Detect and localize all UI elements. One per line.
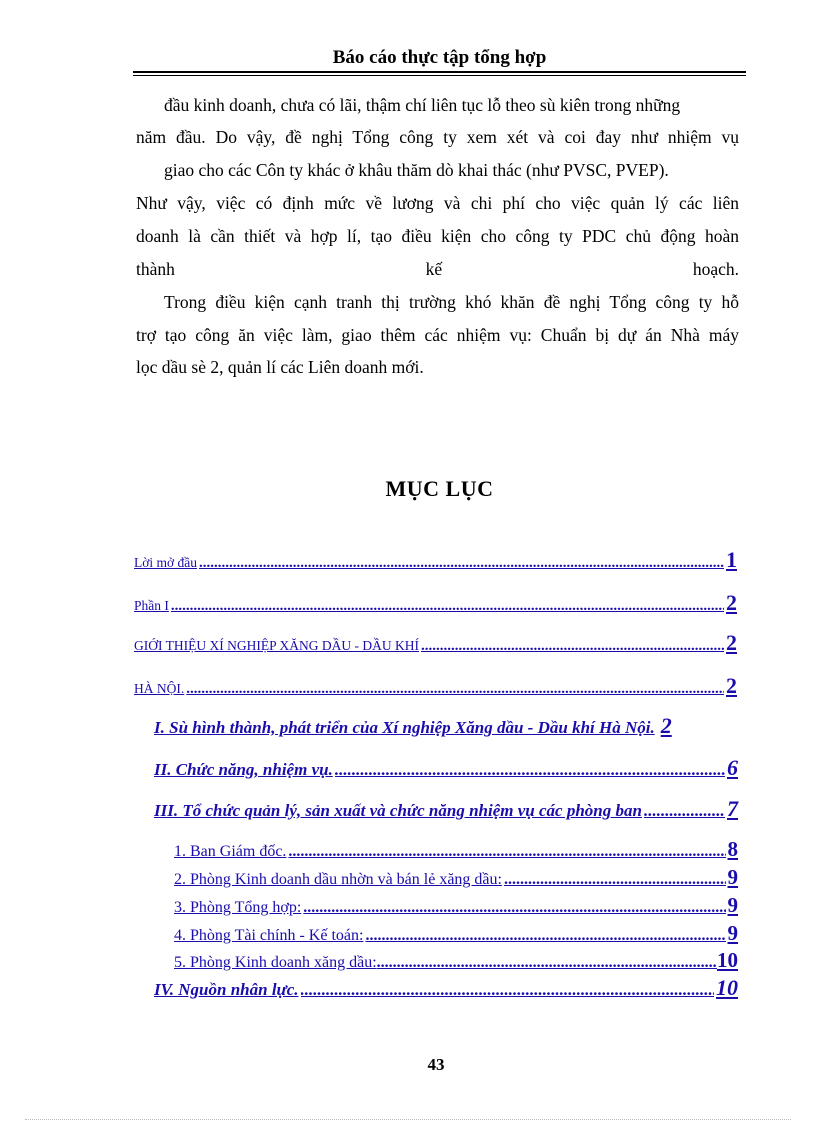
page-bottom-dotted-line bbox=[25, 1119, 791, 1120]
toc-page-number: 2 bbox=[660, 713, 672, 738]
toc-leader-dots bbox=[504, 871, 726, 889]
toc-entry-label: Lời mở đầu bbox=[134, 555, 198, 570]
body-line: lọc dầu sè 2, quản lí các Liên doanh mới. bbox=[136, 357, 424, 377]
toc-entry[interactable] bbox=[174, 865, 738, 889]
toc-entry-label: HÀ NỘI. bbox=[134, 681, 185, 696]
toc-page-number: 9 bbox=[727, 893, 738, 917]
toc-entry-label: 2. Phòng Kinh doanh dầu nhờn và bán lẻ xăng dầu: bbox=[174, 871, 502, 888]
toc-page-number: 10 bbox=[716, 975, 738, 1000]
body-line bbox=[136, 121, 739, 153]
toc-leader-dots bbox=[365, 927, 725, 945]
toc-page-number: 6 bbox=[727, 755, 738, 780]
body-line bbox=[136, 187, 739, 219]
toc-page-number: 1 bbox=[726, 547, 737, 572]
toc-entry-label: III. Tổ chức quản lý, sản xuất và chức năng nhiệm vụ các phòng ban bbox=[154, 801, 642, 820]
toc-entry-label: GIỚI THIỆU XÍ NGHIỆP XĂNG DẦU - DẦU KHÍ bbox=[134, 638, 419, 653]
toc-entry-label: II. Chức năng, nhiệm vụ. bbox=[154, 760, 333, 779]
toc-leader-dots bbox=[421, 638, 724, 655]
toc-leader-dots bbox=[303, 899, 725, 917]
body-line-text: Trong điều kiện cạnh tranh thị trường khó khăn đề nghị Tổng công ty hỗ bbox=[164, 292, 739, 312]
page-header-title: Báo cáo thực tập tổng hợp bbox=[332, 47, 547, 68]
body-line-text: Như vậy, việc có định mức về lương và chi phí cho việc quản lý các liên bbox=[136, 193, 739, 213]
toc-entry-label: IV. Nguồn nhân lực. bbox=[154, 980, 299, 999]
toc-page-number: 2 bbox=[726, 673, 737, 698]
toc-leader-dots bbox=[301, 980, 714, 1000]
toc-page-number: 9 bbox=[727, 865, 738, 889]
toc-page-number: 9 bbox=[727, 921, 738, 945]
split-word: thành bbox=[136, 259, 175, 279]
toc-leader-dots bbox=[377, 954, 717, 972]
toc-leader-dots bbox=[171, 598, 724, 615]
toc-entry[interactable] bbox=[174, 921, 738, 945]
toc-entry-label: 3. Phòng Tổng hợp: bbox=[174, 899, 302, 916]
toc-entry[interactable] bbox=[154, 796, 738, 822]
body-line: đầu kinh doanh, chưa có lãi, thậm chí liên tục lỗ theo sù kiên trong những bbox=[164, 95, 681, 115]
toc-entry[interactable] bbox=[174, 837, 738, 861]
toc-leader-dots bbox=[644, 801, 725, 821]
body-line-text: doanh là cần thiết và hợp lí, tạo điều kiện cho công ty PDC chủ động hoàn bbox=[136, 226, 739, 246]
toc-leader-dots bbox=[335, 760, 725, 780]
toc-page-number: 8 bbox=[727, 837, 738, 861]
toc-page-number: 2 bbox=[726, 590, 737, 615]
toc-entry[interactable] bbox=[134, 590, 737, 614]
toc-entry[interactable] bbox=[134, 630, 737, 654]
toc-entry-label: 4. Phòng Tài chính - Kế toán: bbox=[174, 927, 364, 944]
toc-page-number: 7 bbox=[727, 796, 738, 821]
toc-entry-label: Phần I bbox=[134, 598, 169, 613]
split-word: kế bbox=[425, 259, 443, 279]
toc-page-number: 10 bbox=[717, 948, 738, 972]
toc-leader-dots bbox=[186, 681, 724, 698]
toc-entry[interactable] bbox=[134, 673, 737, 697]
body-line bbox=[164, 286, 739, 318]
split-word: hoạch. bbox=[692, 259, 739, 279]
toc-entry-label: 1. Ban Giám đốc. bbox=[174, 843, 287, 860]
body-line bbox=[136, 319, 739, 351]
toc-entry-label: I. Sù hình thành, phát triển của Xí nghiệp Xăng dầu - Dầu khí Hà Nội. bbox=[154, 718, 655, 737]
body-line-text: năm đầu. Do vậy, đề nghị Tổng công ty xem xét và coi đay như nhiệm vụ bbox=[136, 127, 739, 147]
toc-entry[interactable] bbox=[154, 755, 738, 781]
toc-entry[interactable] bbox=[154, 713, 738, 739]
body-line: giao cho các Côn ty khác ở khâu thăm dò khai thác (như PVSC, PVEP). bbox=[164, 160, 669, 180]
toc-leader-dots bbox=[199, 555, 724, 572]
body-line-split bbox=[136, 253, 739, 285]
header-rule-thin bbox=[133, 75, 746, 76]
toc-title: MỤC LỤC bbox=[385, 476, 494, 501]
body-line-text: trợ tạo công ăn việc làm, giao thêm các nhiệm vụ: Chuẩn bị dự án Nhà máy bbox=[136, 325, 739, 345]
toc-entry[interactable] bbox=[174, 893, 738, 917]
toc-leader-dots bbox=[288, 843, 725, 861]
toc-entry[interactable] bbox=[154, 975, 738, 1001]
toc-entry[interactable] bbox=[134, 547, 737, 571]
header-rule-thick bbox=[133, 71, 746, 73]
toc-entry[interactable] bbox=[174, 948, 738, 972]
page-number: 43 bbox=[427, 1055, 445, 1074]
toc-entry-label: 5. Phòng Kinh doanh xăng dầu: bbox=[174, 954, 377, 971]
toc-page-number: 2 bbox=[726, 630, 737, 655]
body-line bbox=[136, 220, 739, 252]
